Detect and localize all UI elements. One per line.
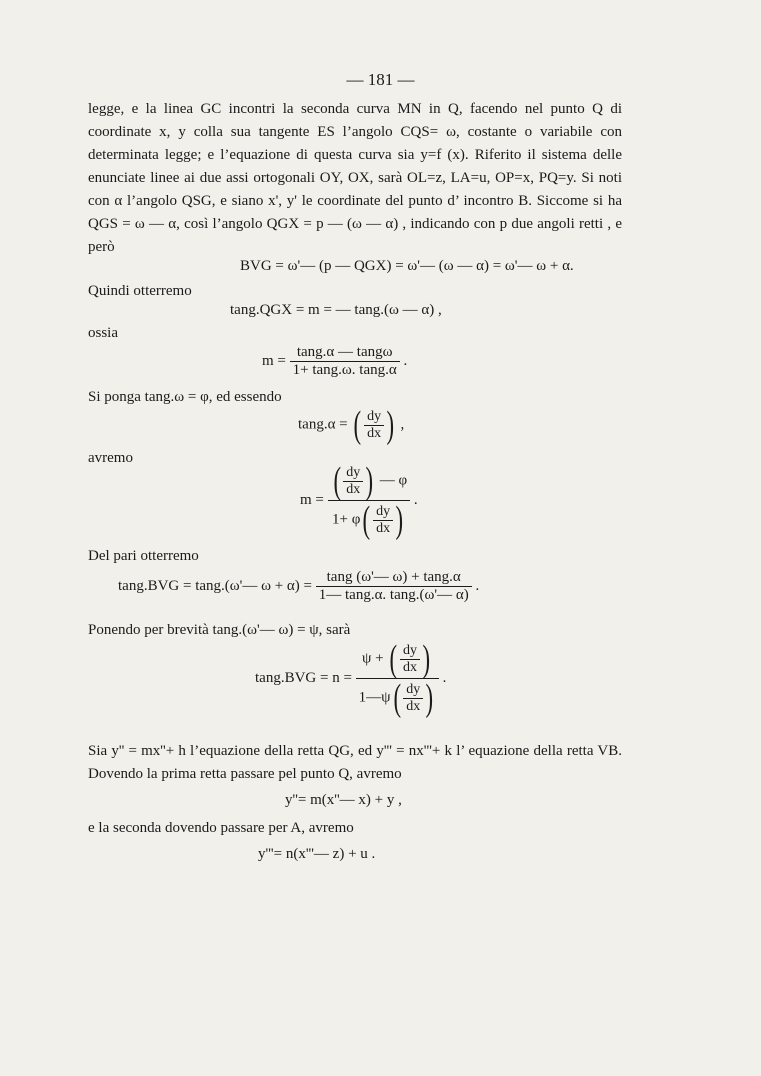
text-ponendo: Ponendo per brevità tang.(ω'— ω) = ψ, sarà: [88, 622, 351, 638]
bvg2-num-dx: dx: [402, 659, 417, 675]
fraction-tang-bvg-denominator: 1— tang.α. tang.(ω'— α): [318, 587, 469, 603]
text-seconda: e la seconda dovendo passare per A, avremo: [88, 820, 354, 836]
equation-m-end: .: [403, 353, 408, 369]
page-number: — 181 —: [346, 70, 415, 89]
equation-y2: y''= m(x''— x) + y ,: [285, 792, 402, 808]
fraction-tang-bvg2: [356, 640, 439, 717]
fraction-m2: [328, 462, 410, 539]
equation-bvg: BVG = ω'— (p — QGX) = ω'— (ω — α) = ω'— ω + α.: [240, 258, 574, 274]
fraction-m-numerator: tang.α — tangω: [290, 344, 400, 362]
equation-m2-lhs: m =: [300, 492, 324, 508]
equation-tang-bvg2-end: .: [442, 670, 447, 686]
bvg2-den-dy: dy: [403, 682, 423, 699]
m2-den-head: 1+ φ: [332, 511, 361, 528]
derivative-denominator: dx: [367, 425, 382, 441]
derivative-numerator: dy: [364, 409, 384, 426]
equation-tang-bvg-end: .: [475, 578, 480, 594]
m2-den-dx: dx: [376, 520, 391, 536]
m2-num-dy: dy: [343, 465, 363, 482]
equation-tang-bvg2: [255, 640, 446, 717]
equation-tang-qgx: tang.QGX = m = — tang.(ω — α) ,: [230, 302, 442, 318]
bvg2-den-head: 1—ψ: [358, 689, 391, 706]
derivative-dy-dx: [364, 409, 384, 442]
equation-tang-bvg-lhs: tang.BVG = tang.(ω'— ω + α) =: [118, 578, 312, 594]
fraction-tang-bvg2-numerator: ψ + ( $\frac{dy}{dx}$ ): [356, 640, 439, 679]
text-sia-paragraph: Sia y'' = mx''+ h l’equazione della retta QG, ed y''' = nx'''+ k l’ equazione della retta VB. Dovendo la prima retta passare pel punto Q, avremo: [88, 743, 622, 782]
fraction-m2-denominator: 1+ φ( $\frac{dy}{dx}$ ): [332, 499, 404, 541]
fraction-tang-bvg: [316, 569, 472, 604]
text-quindi: Quindi otterremo: [88, 283, 192, 299]
equation-tang-alpha: tang.α = ( $\frac{dy}{dx}$ ) ,: [298, 404, 405, 446]
equation-y3: y'''= n(x'''— z) + u .: [258, 846, 376, 862]
fraction-m-denominator: 1+ tang.ω. tang.α: [292, 362, 397, 378]
m2-num-tail: — φ: [379, 472, 408, 489]
equation-m: [262, 344, 407, 379]
fraction-m: [290, 344, 400, 379]
fraction-tang-bvg2-denominator: 1—ψ( $\frac{dy}{dx}$ ): [358, 677, 434, 719]
fraction-m2-numerator: ( $\frac{dy}{dx}$ ) — φ: [328, 462, 410, 501]
bvg2-num-dy: dy: [400, 643, 420, 660]
equation-m2: [300, 462, 418, 539]
bvg2-den-dx: dx: [406, 698, 421, 714]
intro-paragraph: legge, e la linea GC incontri la seconda curva MN in Q, facendo nel punto Q di coordinate x, y colla sua tangente ES l’angolo CQS= ω, costante o variabile con determinata legge; e l’equazione di questa curva sia y=f (x). Riferito il sistema delle enunciate linee ai due assi ortogonali OY, OX, sarà OL=z, LA=u, OP=x, PQ=y. Si noti con α l’angolo QSG, e siano x', y' le coordinate del punto d’ incontro B. Siccome si ha QGS = ω — α, così l’angolo QGX = p — (ω — α) , indicando con p due angoli retti , e però: [88, 101, 622, 255]
bvg2-num-head: ψ +: [361, 650, 384, 667]
equation-tang-alpha-lhs: tang.α =: [298, 416, 348, 433]
m2-den-dy: dy: [373, 504, 393, 521]
equation-tang-bvg: [118, 569, 479, 604]
text-avremo: avremo: [88, 450, 133, 466]
equation-m-lhs: m =: [262, 353, 286, 369]
text-si-ponga: Si ponga tang.ω = φ, ed essendo: [88, 389, 282, 405]
fraction-tang-bvg-numerator: tang (ω'— ω) + tang.α: [316, 569, 472, 587]
equation-m2-end: .: [413, 492, 418, 508]
text-del-pari: Del pari otterremo: [88, 548, 199, 564]
equation-tang-alpha-end: ,: [400, 416, 405, 433]
equation-tang-bvg2-lhs: tang.BVG = n =: [255, 670, 352, 686]
m2-num-dx: dx: [346, 481, 361, 497]
text-ossia: ossia: [88, 325, 118, 341]
